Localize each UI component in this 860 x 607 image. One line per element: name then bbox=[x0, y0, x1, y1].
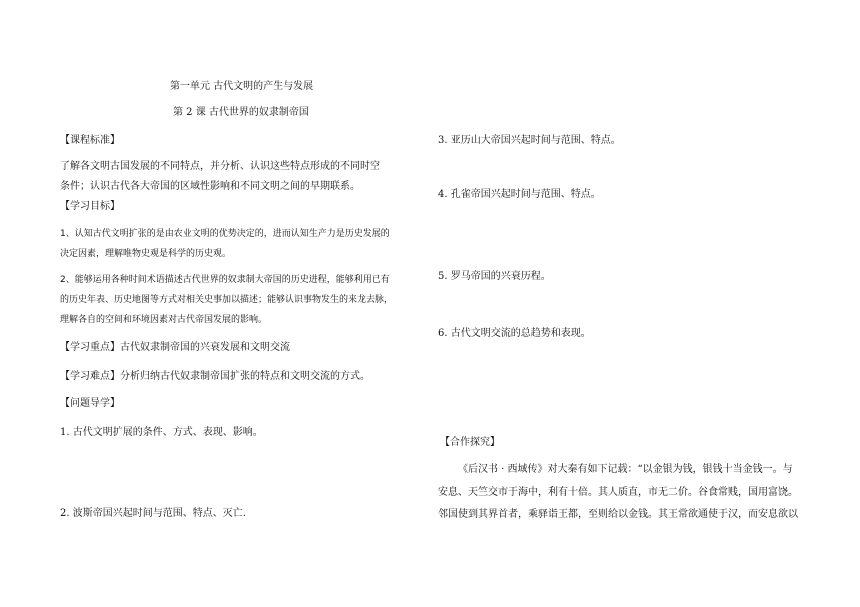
question-4: 4. 孔雀帝国兴起时间与范围、特点。 bbox=[438, 189, 601, 200]
question-3: 3. 亚历山大帝国兴起时间与范围、特点。 bbox=[438, 135, 621, 146]
curriculum-text-line: 条件；认识古代各大帝国的区域性影响和不同文明之间的早期联系。 bbox=[60, 181, 360, 192]
question-6: 6. 古代文明交流的总趋势和表现。 bbox=[438, 328, 591, 339]
passage-line: 邻国使到其界首者，乘驿诣王都，至则给以金钱。其王常欲通使于汉，而安息欲以 bbox=[438, 509, 798, 520]
guide-heading: 【问题导学】 bbox=[60, 398, 120, 409]
objective-2-line: 理解各自的空间和环境因素对古代帝国发展的影响。 bbox=[60, 315, 268, 325]
curriculum-heading: 【课程标准】 bbox=[60, 135, 120, 146]
difficulties: 【学习难点】分析归纳古代奴隶制帝国扩张的特点和文明交流的方式。 bbox=[60, 371, 370, 382]
key-points: 【学习重点】古代奴隶制帝国的兴衰发展和文明交流 bbox=[60, 342, 290, 353]
passage-line: 安息、天竺交市于海中，利有十倍。其人质直，市无二价。谷食常贱，国用富饶。 bbox=[438, 487, 798, 498]
objective-2-line: 的历史年表、历史地图等方式对相关史事加以描述；能够认识事物发生的来龙去脉， bbox=[60, 295, 394, 305]
question-5: 5. 罗马帝国的兴衰历程。 bbox=[438, 271, 551, 282]
objective-1-line: 1、认知古代文明扩张的是由农业文明的优势决定的，进而认知生产力是历史发展的 bbox=[60, 229, 390, 239]
question-1: 1. 古代文明扩展的条件、方式、表现、影响。 bbox=[60, 427, 263, 438]
passage-line: 《后汉书 · 西域传》对大秦有如下记载：“以金银为钱，银钱十当金钱一。与 bbox=[458, 464, 793, 475]
curriculum-text-line: 了解各文明古国发展的不同特点，并分析、认识这些特点形成的不同时空 bbox=[60, 161, 380, 172]
objectives-heading: 【学习目标】 bbox=[60, 201, 120, 212]
cooperation-heading: 【合作探究】 bbox=[440, 437, 500, 448]
unit-title: 第一单元 古代文明的产生与发展 bbox=[170, 81, 314, 92]
lesson-title: 第 2 课 古代世界的奴隶制帝国 bbox=[173, 107, 309, 118]
objective-2-line: 2、能够运用各种时间术语描述古代世界的奴隶制大帝国的历史进程，能够利用已有 bbox=[60, 275, 390, 285]
question-2: 2. 波斯帝国兴起时间与范围、特点、灭亡. bbox=[60, 508, 246, 519]
objective-1-line: 决定因素，理解唯物史观是科学的历史观。 bbox=[60, 249, 232, 259]
